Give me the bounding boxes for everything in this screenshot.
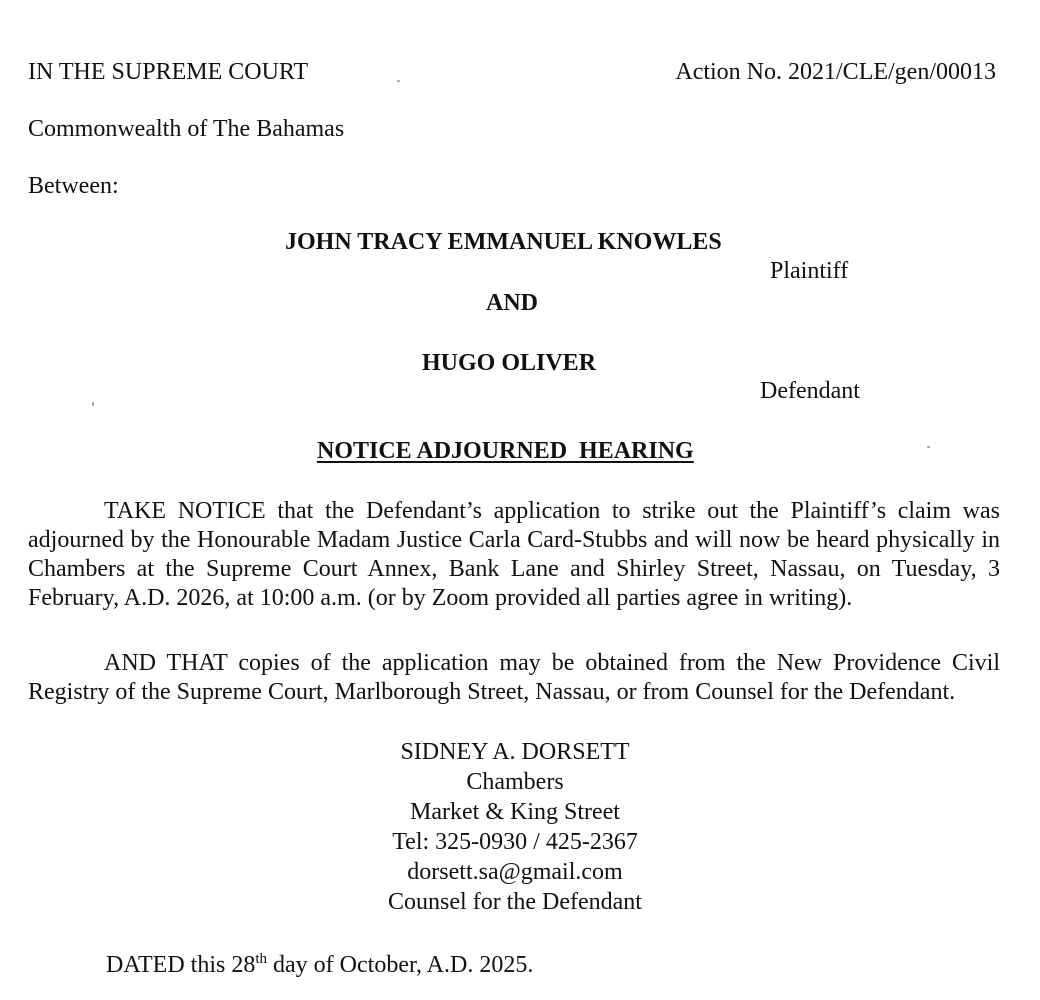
notice-paragraph-1 [28,497,1000,613]
notice-title: NOTICE ADJOURNED HEARING [317,438,694,464]
dated-ordinal: th [255,951,268,967]
counsel-tel: Tel: 325-0930 / 425-2367 [392,829,638,855]
plaintiff-name: JOHN TRACY EMMANUEL KNOWLES [285,229,722,255]
scan-speck [397,80,400,82]
action-number: Action No. 2021/CLE/gen/00013 [675,59,996,85]
dated-line [106,951,533,980]
plaintiff-role: Plaintiff [770,258,849,284]
defendant-role: Defendant [760,378,860,404]
dated-prefix: DATED this 28 [106,952,256,978]
between-label: Between: [28,173,119,199]
scan-speck [927,446,930,448]
jurisdiction: Commonwealth of The Bahamas [28,116,345,142]
court-name: IN THE SUPREME COURT [28,59,309,85]
and-separator: AND [486,290,538,316]
dated-rest: day of October, A.D. 2025. [267,952,534,978]
counsel-name: SIDNEY A. DORSETT [400,739,630,765]
counsel-address: Market & King Street [410,799,620,825]
defendant-name: HUGO OLIVER [422,350,597,376]
counsel-email: dorsett.sa@gmail.com [407,859,623,885]
paragraph-2-text: AND THAT copies of the application may be obtained from the New Providence Civil Registry of the Supreme Court, Marlborough Street, Nassau, or from Counsel for the Defendant. [28,650,1000,705]
paragraph-1-text: TAKE NOTICE that the Defendant’s application to strike out the Plaintiff’s claim was adjourned by the Honourable Madam Justice Carla Card-Stubbs and will now be heard physically in Chambers at the Supreme Court Annex, Bank Lane and Shirley Street, Nassau, on Tuesday, 3 February, A.D. 2026, at 10:00 a.m. (or by Zoom provided all parties agree in writing). [28,498,1000,611]
scan-speck [92,402,94,406]
notice-paragraph-2 [28,649,1000,707]
counsel-role: Counsel for the Defendant [388,889,642,915]
counsel-firm: Chambers [466,769,564,795]
counsel-block [0,737,1030,917]
